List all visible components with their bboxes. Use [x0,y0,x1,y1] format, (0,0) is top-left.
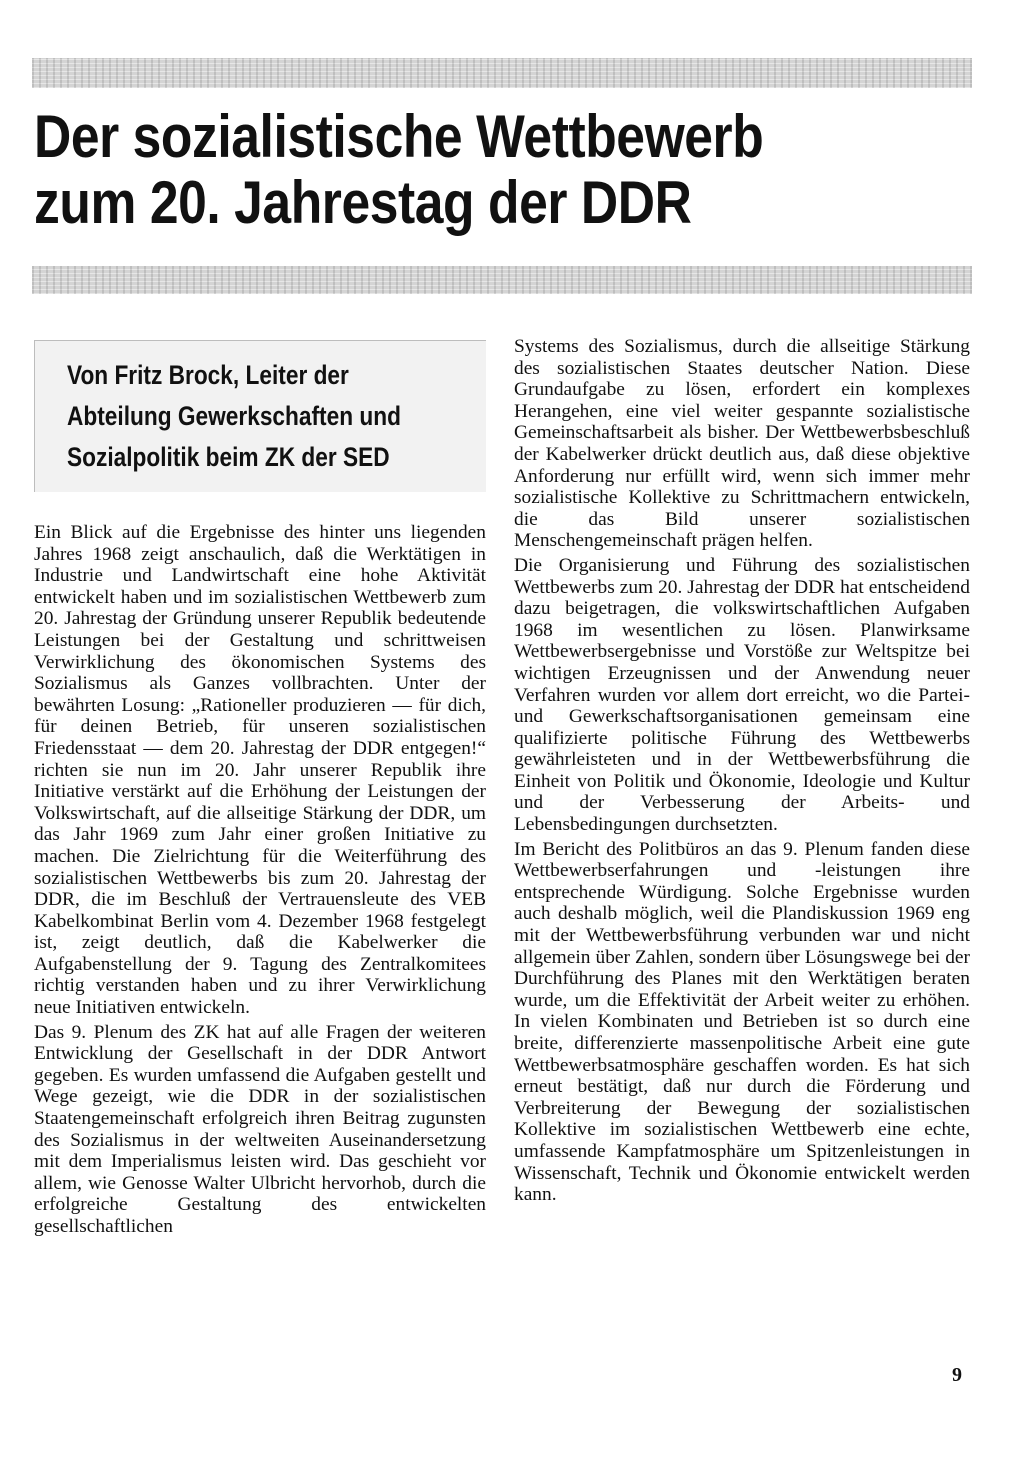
headline-line-2: zum 20. Jahrestag der DDR [34,169,692,236]
article-column-left [34,522,486,1238]
paragraph: Systems des Sozialismus, durch die allseitige Stärkung des sozialistischen Staates deutscher Nation. Diese Grundaufgabe zu lösen, erfordert ein komplexes Herangehen, eine viel weiter gespannte sozialistische Gemeinschaftsarbeit als bisher. Der Wettbewerbsbeschluß der Kabelwerker drückt deutlich aus, daß diese objektive Anforderung nur erfüllt wird, wenn sich immer mehr sozialistische Kollektive zu Schrittmachern entwickeln, die das Bild unserer sozialistischen Menschengemeinschaft prägen helfen. [514,336,970,552]
decorative-band-top [32,58,972,88]
paragraph: Das 9. Plenum des ZK hat auf alle Fragen der weiteren Entwicklung der Gesellschaft in der DDR Antwort gegeben. Es wurden umfassend die Aufgaben gestellt und Wege gezeigt, wie die DDR in der sozialistischen Staatengemeinschaft erfolgreich ihren Beitrag zugunsten des Sozialismus in der weltweiten Auseinandersetzung mit dem Imperialismus leisten wird. Das geschieht vor allem, wie Genosse Walter Ulbricht hervorhob, durch die erfolgreiche Gestaltung des entwickelten gesellschaftlichen [34,1021,486,1237]
byline-line-1: Von Fritz Brock, Leiter der [67,360,349,390]
page-number: 9 [952,1364,962,1386]
paragraph: Die Organisierung und Führung des sozialistischen Wettbewerbs zum 20. Jahrestag der DDR hat entscheidend dazu beigetragen, die volkswirtschaftlichen Aufgaben 1968 im wesentlichen zu lösen. Planwirksame Wettbewerbsergebnisse und Vorstöße zur Weltspitze bei wichtigen Erzeugnissen und der Anwendung neuer Verfahren wurden vor allem dort erreicht, wo die Partei- und Gewerkschaftsorganisationen gemeinsam eine qualifizierte politische Führung des Wettbewerbs gewährleisteten und in der Wettbewerbsführung die Einheit von Politik und Ökonomie, Ideologie und Kultur und der Verbesserung der Arbeits- und Lebensbedingungen durchsetzten. [514,554,970,836]
decorative-band-bottom [32,266,972,294]
page-title [34,104,851,236]
byline-line-3: Sozialpolitik beim ZK der SED [67,442,390,472]
byline-line-2: Abteilung Gewerkschaften und [67,401,401,431]
byline-box [34,340,486,492]
paragraph: Ein Blick auf die Ergebnisse des hinter uns liegenden Jahres 1968 zeigt anschaulich, daß die Werktätigen in Industrie und Landwirtschaft eine hohe Aktivität entwickelt haben und im sozialistischen Wettbewerb zum 20. Jahrestag der Gründung unserer Republik bedeutende Leistungen bei der Gestaltung und schrittweisen Verwirklichung des ökonomischen Systems des Sozialismus als Ganzes vollbrachten. Unter der bewährten Losung: „Rationeller produzieren — für dich, für deinen Betrieb, für unseren sozialistischen Friedensstaat — dem 20. Jahrestag der DDR entgegen!“ richten sie nun im 20. Jahr unserer Republik ihre Initiative verstärkt auf die Erhöhung der Leistungen der Volkswirtschaft, auf die allseitige Stärkung der DDR, um das Jahr 1969 zum Jahr einer großen Initiative zu machen. Die Zielrichtung für die Weiterführung des sozialistischen Wettbewerbs bis zum 20. Jahrestag der DDR, die im Beschluß der Vertrauensleute des VEB Kabelkombinat Berlin vom 4. Dezember 1968 festgelegt ist, zeigt deutlich, daß die Kabelwerker die Aufgabenstellung der 9. Tagung des Zentralkomitees richtig verstanden haben und zu ihrer Verwirklichung neue Initiativen entwickeln. [34,522,486,1019]
article-column-right [514,336,970,1206]
paragraph: Im Bericht des Politbüros an das 9. Plenum fanden diese Wettbewerbserfahrungen und -leistungen ihre entsprechende Würdigung. Solche Ergebnisse wurden auch deshalb möglich, weil die Plandiskussion 1969 eng mit der Wettbewerbsführung verbunden war und nicht allgemein über Zahlen, sondern über Lösungswege bei der Durchführung des Planes mit den Werktätigen beraten wurde, um die Effektivität der Arbeit weiter zu erhöhen. In vielen Kombinaten und Betrieben ist so durch eine breite, differenzierte massenpolitische Arbeit eine gute Wettbewerbsatmosphäre geschaffen worden. Es hat sich erneut bestätigt, daß nur durch die Förderung und Verbreiterung der Bewegung der sozialistischen Kollektive im sozialistischen Wettbewerb eine echte, umfassende Kampfatmosphäre um Spitzenleistungen in Wissenschaft, Technik und Ökonomie entwickelt werden kann. [514,838,970,1206]
byline [67,355,401,478]
headline-line-1: Der sozialistische Wettbewerb [34,103,764,170]
